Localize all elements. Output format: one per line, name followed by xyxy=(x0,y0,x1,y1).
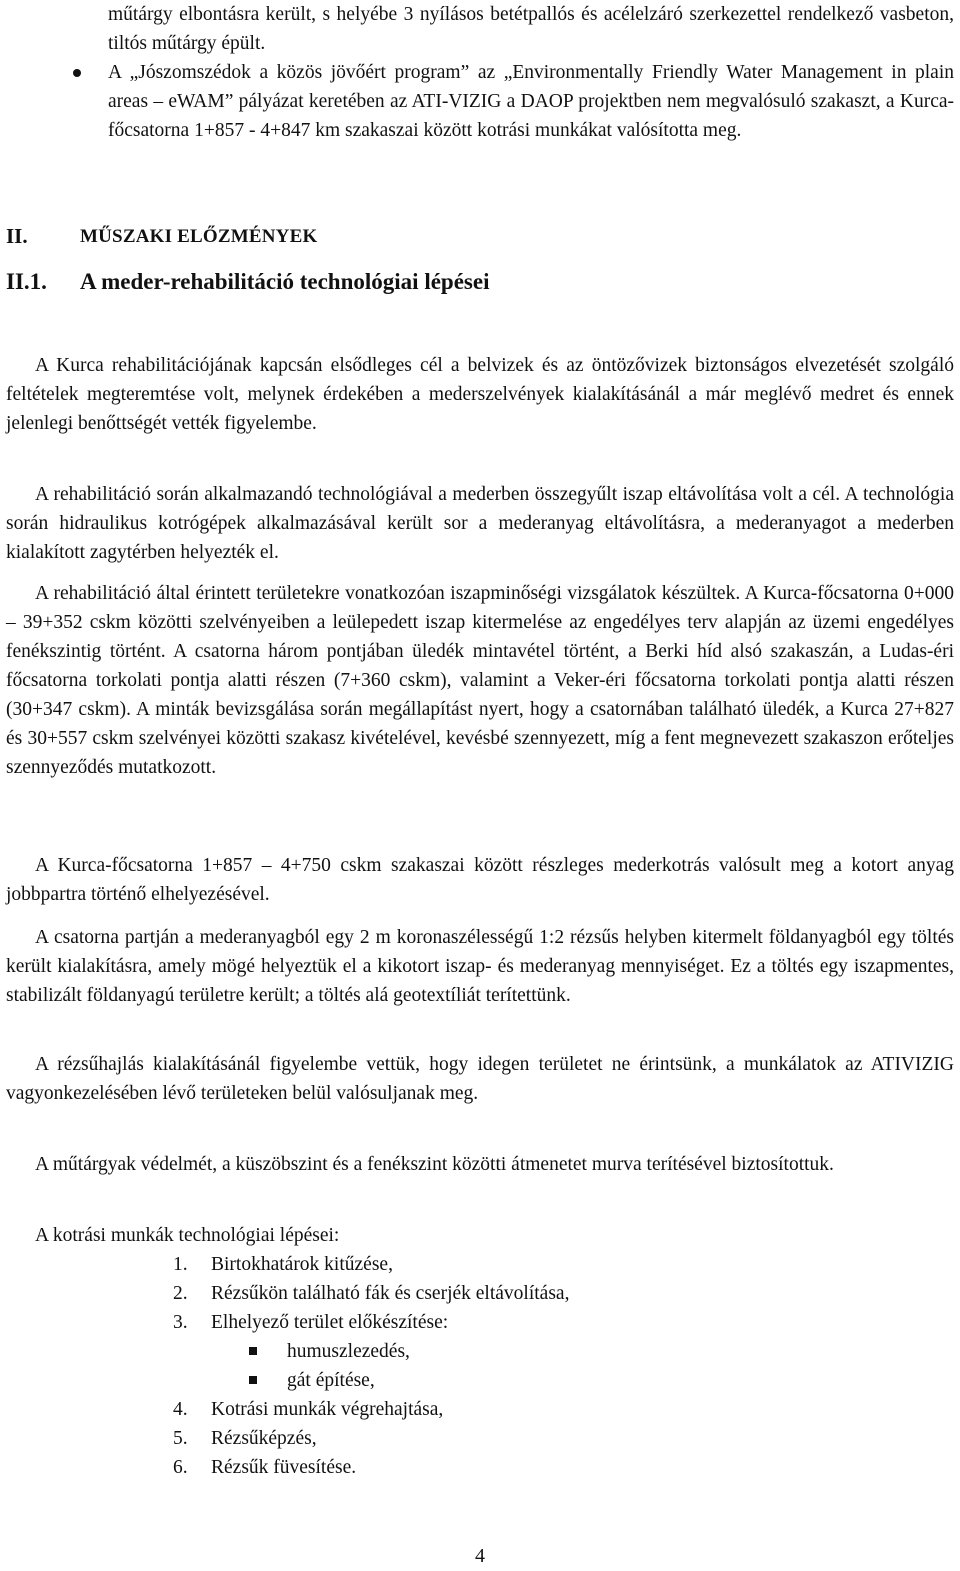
body-paragraph xyxy=(6,1150,954,1179)
sublist-item: gát építése, xyxy=(287,1370,375,1391)
list-intro xyxy=(6,1221,954,1250)
body-paragraph xyxy=(6,851,954,909)
paragraph-7: A műtárgyak védelmét, a küszöbszint és a fenékszint közötti átmenetet murva terítésével biztosítottuk. xyxy=(35,1154,834,1175)
list-intro-text: A kotrási munkák technológiai lépései: xyxy=(35,1225,340,1246)
section-number: II. xyxy=(6,224,28,248)
list-item-number: 6. xyxy=(173,1457,188,1478)
bullet-icon xyxy=(73,69,81,77)
body-paragraph xyxy=(6,1050,954,1108)
section-title: MŰSZAKI ELŐZMÉNYEK xyxy=(80,226,318,247)
list-item-text: Rézsűképzés, xyxy=(211,1428,317,1449)
list-item-text: Elhelyező terület előkészítése: xyxy=(211,1312,449,1333)
list-item-number: 2. xyxy=(173,1283,188,1304)
list-item-number: 1. xyxy=(173,1254,188,1275)
list-item-text: Rézsűk füvesítése. xyxy=(211,1457,357,1478)
body-paragraph xyxy=(6,480,954,567)
paragraph-3: A rehabilitáció által érintett területekre vonatkozóan iszapminőségi vizsgálatok készültek. A Kurca-főcsatorna 0+000 – 39+352 cskm közötti szelvényeiben a leülepedett iszap kitermelése az engedélyes terv alapján az üzemi engedélyes fenékszintig történt. A csatorna három pontjában üledék mintavétel történt, a Berki híd alsó szakaszán, a Ludas-éri főcsatorna torkolati pontja alatti részen (7+360 cskm), valamint a Veker-éri főcsatorna torkolati pontja alatti részen (30+347 cskm). A minták bevizsgálása során megállapítást nyert, hogy a csatornában található üledék, a Kurca 27+827 és 30+557 cskm szelvényei közötti szakasz kivételével, kevésbé szennyezett, míg a fent megnevezett szakaszon erőteljes szennyeződés mutatkozott. xyxy=(6,583,954,778)
paragraph-6: A rézsűhajlás kialakításánál figyelembe vettük, hogy idegen területet ne érintsünk, a munkálatok az ATIVIZIG vagyonkezelésében lévő területeken belül valósuljanak meg. xyxy=(6,1054,954,1104)
subsection-number: II.1. xyxy=(6,269,47,294)
list-item-number: 4. xyxy=(173,1399,188,1420)
list-item-text: Kotrási munkák végrehajtása, xyxy=(211,1399,444,1420)
list-item-number: 3. xyxy=(173,1312,188,1333)
bullet-item-text: A „Jószomszédok a közös jövőért program” az „Environmentally Friendly Water Management in plain areas – eWAM” pályázat keretében az ATI-VIZIG a DAOP projektben nem megvalósuló szakaszt, a Kurca-főcsatorna 1+857 - 4+847 km szakaszai között kotrási munkákat valósította meg. xyxy=(108,62,954,141)
paragraph-4: A Kurca-főcsatorna 1+857 – 4+750 cskm szakaszai között részleges mederkotrás valósult meg a kotort anyag jobbpartra történő elhelyezésével. xyxy=(6,855,954,905)
square-bullet-icon xyxy=(249,1376,257,1384)
paragraph-5: A csatorna partján a mederanyagból egy 2 m koronaszélességű 1:2 rézsűs helyben kitermelt földanyagból egy töltés került kialakításra, amely mögé helyeztük el a kikotort iszap- és mederanyag mennyiséget. Ez a töltés egy iszapmentes, stabilizált földanyagú területre került; a töltés alá geotextíliát terítettünk. xyxy=(6,927,954,1006)
sublist-item: humuszlezedés, xyxy=(287,1341,410,1362)
square-bullet-icon xyxy=(249,1347,257,1355)
body-paragraph xyxy=(6,351,954,438)
list-item-text: Rézsűkön található fák és cserjék eltávolítása, xyxy=(211,1283,570,1304)
list-item-text: Birtokhatárok kitűzése, xyxy=(211,1254,393,1275)
body-paragraph xyxy=(6,579,954,782)
paragraph-1: A Kurca rehabilitációjának kapcsán elsődleges cél a belvizek és az öntözővizek biztonságos elvezetését szolgáló feltételek megteremtése volt, melynek érdekében a mederszelvények kialakításánál a már meglévő medret és ennek jelenlegi benőttségét vették figyelembe. xyxy=(6,355,954,434)
page-number: 4 xyxy=(475,1545,485,1567)
body-paragraph xyxy=(6,923,954,1010)
list-item-number: 5. xyxy=(173,1428,188,1449)
subsection-title: A meder-rehabilitáció technológiai lépései xyxy=(80,269,490,294)
paragraph-2: A rehabilitáció során alkalmazandó technológiával a mederben összegyűlt iszap eltávolítása volt a cél. A technológia során hidraulikus kotrógépek alkalmazásával került sor a mederanyag eltávolításra, a mederanyagot a mederben kialakított zagytérben helyezték el. xyxy=(6,484,954,563)
continuation-text: műtárgy elbontásra került, s helyébe 3 nyílásos betétpallós és acélelzáró szerkezettel rendelkező vasbeton, tiltós műtárgy épült. xyxy=(108,4,954,54)
